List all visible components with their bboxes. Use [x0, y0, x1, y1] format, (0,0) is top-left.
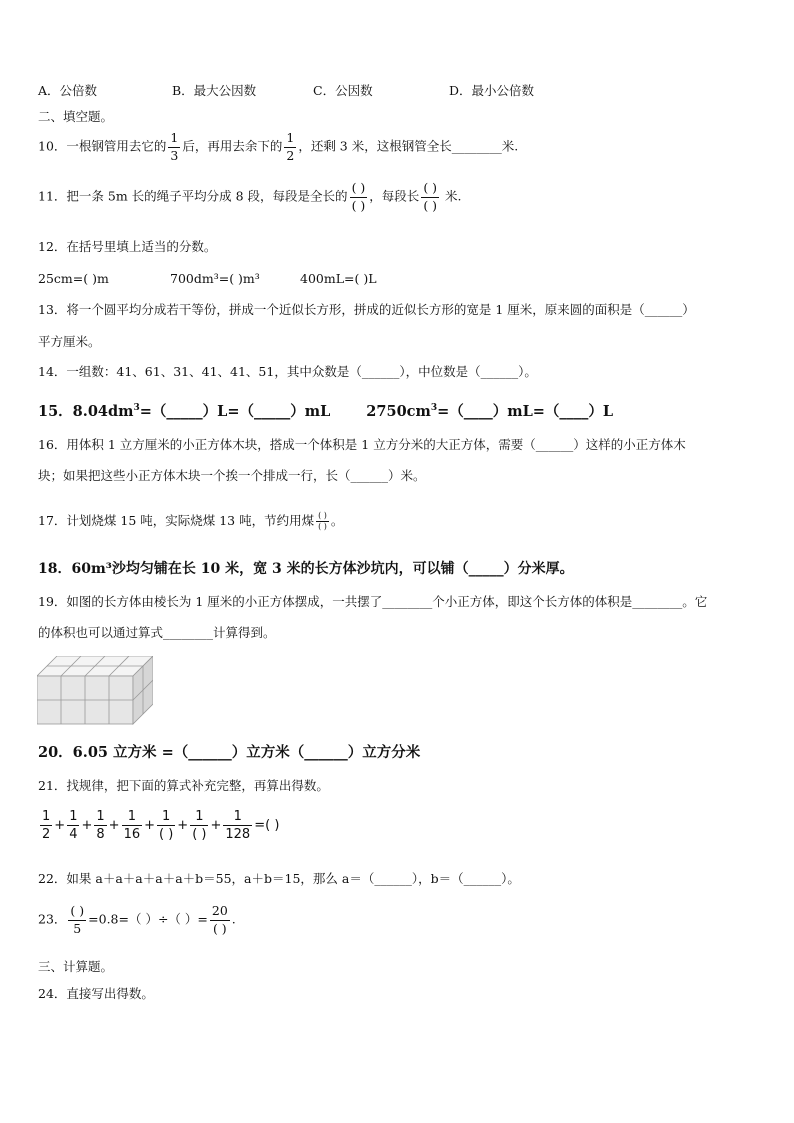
- q10-text-b: 后，再用去余下的: [182, 138, 283, 154]
- question-17: 17．计划烧煤 15 吨，实际烧煤 13 吨，节约用煤 $\frac{( )}{( )}$ 。: [38, 511, 344, 531]
- plus-sign: +: [54, 818, 66, 833]
- q21-fraction: $\frac{1}{( )}$: [159, 809, 174, 842]
- q12-blank-a: 25cm=( )m: [38, 271, 109, 286]
- question-16-cont: 块；如果把这些小正方体木块一个挨一个排成一行，长（______）米。: [38, 468, 426, 483]
- question-18: 18．60m³沙均匀铺在长 10 米，宽 3 米的长方体沙坑内，可以铺（_____）分米厚。: [38, 561, 574, 577]
- q12-blank-c: 400mL=( )L: [300, 271, 377, 286]
- question-19: 19．如图的长方体由棱长为 1 厘米的小正方体摆成，一共摆了________个小正方体，即这个长方体的体积是________。它: [38, 594, 708, 609]
- q23-fraction-20-over-blank: $\frac{20}{( )}$: [211, 903, 228, 936]
- question-13-cont: 平方厘米。: [38, 334, 101, 349]
- q15-text-c: 2750cm: [366, 402, 431, 420]
- q11-text-c: 米.: [445, 188, 462, 204]
- q21-fraction: $\frac{1}{16}$: [123, 809, 141, 842]
- q23-fraction-over-5: $\frac{( )}{5}$: [70, 903, 85, 936]
- q21-expression: [38, 810, 279, 841]
- q11-text-a: 11．把一条 5m 长的绳子平均分成 8 段，每段是全长的: [38, 188, 348, 204]
- question-12: 12．在括号里填上适当的分数。: [38, 239, 217, 254]
- plus-sign: +: [210, 818, 222, 833]
- q21-fraction: $\frac{1}{( )}$: [192, 809, 207, 842]
- q10-text-c: ，还剩 3 米，这根钢管全长________米.: [298, 138, 519, 154]
- option-b: B．最大公因数: [172, 83, 257, 98]
- section-heading-fill-blank: 二、填空题。: [38, 109, 114, 124]
- q15-text-b: =（_____）L=（_____）mL: [139, 402, 331, 420]
- plus-sign: +: [177, 818, 189, 833]
- fraction-one-half: $\frac{1}{2}$: [286, 130, 295, 163]
- plus-sign: +: [81, 818, 93, 833]
- q21-fraction: $\frac{1}{4}$: [69, 809, 78, 842]
- q9-options: [38, 82, 534, 100]
- question-12-blanks: [38, 270, 377, 288]
- question-24: 24．直接写出得数。: [38, 986, 154, 1001]
- question-21: 21．找规律，把下面的算式补充完整，再算出得数。: [38, 778, 329, 793]
- blank-fraction-small: $\frac{( )}{( )}$: [318, 511, 327, 531]
- option-d: D．最小公倍数: [449, 83, 535, 98]
- question-11: [38, 182, 462, 212]
- q21-fraction: $\frac{1}{128}$: [225, 809, 251, 842]
- q23-text-b: =0.8=（ ）÷（ ）=: [88, 911, 208, 927]
- plus-sign: +: [144, 818, 156, 833]
- fraction-one-third: $\frac{1}{3}$: [170, 130, 179, 163]
- question-16: 16．用体积 1 立方厘米的小正方体木块，搭成一个体积是 1 立方分米的大正方体，需要（______）这样的小正方体木: [38, 437, 686, 452]
- question-23: 23． $\frac{( )}{5}$ =0.8=（ ）÷（ ）= $\frac{20}{( )}$ .: [38, 903, 236, 936]
- question-10: [38, 132, 518, 162]
- blank-fraction: $\frac{( )}{( )}$: [423, 180, 438, 213]
- q15-text-a: 15．8.04dm: [38, 402, 134, 420]
- section-heading-calculation: 三、计算题。: [38, 959, 114, 974]
- question-14: 14．一组数：41、61、31、41、41、51，其中众数是（______），中位数是（______）。: [38, 364, 537, 379]
- q10-text-a: 10．一根钢管用去它的: [38, 138, 167, 154]
- cuboid-of-unit-cubes-figure: [37, 656, 153, 726]
- q17-text: 17．计划烧煤 15 吨，实际烧煤 13 吨，节约用煤: [38, 513, 315, 528]
- q21-fraction: $\frac{1}{2}$: [42, 809, 51, 842]
- q15-text-d: =（____）mL=（____）L: [437, 402, 614, 420]
- q23-label: 23．: [38, 911, 67, 927]
- option-c: C．公因数: [313, 83, 373, 98]
- question-19-cont: 的体积也可以通过算式________计算得到。: [38, 625, 276, 640]
- blank-fraction: $\frac{( )}{( )}$: [351, 180, 366, 213]
- q11-text-b: ，每段长: [369, 188, 420, 204]
- q12-blank-b: 700dm³=( )m³: [170, 271, 260, 286]
- question-20: 20．6.05 立方米 =（______）立方米（______）立方分米: [38, 744, 421, 761]
- question-22: 22．如果 a＋a＋a＋a＋a＋b＝55，a＋b＝15，那么 a＝（______），b＝（______）。: [38, 871, 520, 886]
- option-a: A．公倍数: [38, 83, 98, 98]
- question-13: 13．将一个圆平均分成若干等份，拼成一个近似长方形，拼成的近似长方形的宽是 1 厘米，原来圆的面积是（______）: [38, 302, 695, 317]
- plus-sign: +: [108, 818, 120, 833]
- q21-fraction: $\frac{1}{8}$: [96, 809, 105, 842]
- q21-answer-blank: =( ): [254, 818, 280, 833]
- question-15: 15．$8.04dm^3=(\_\_\_\_\_)L=(\_\_\_\_\_)mL$ $2750cm^3=(\_\_\_\_)mL=(\_\_\_\_)L$: [38, 402, 614, 420]
